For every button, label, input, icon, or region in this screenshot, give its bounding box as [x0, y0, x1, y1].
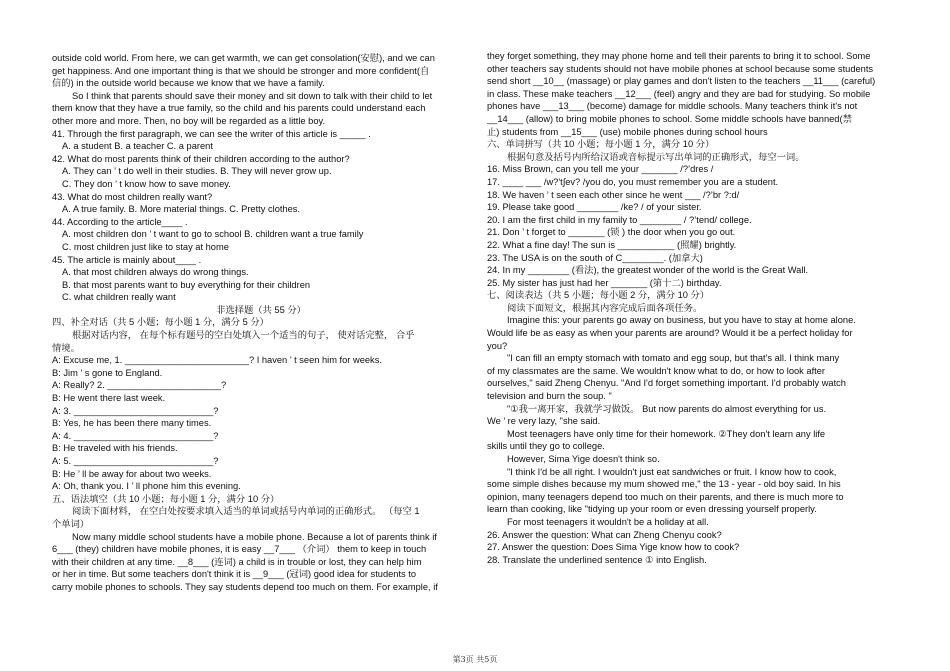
- text-line: __14___ (allow) to bring mobile phones to school. Some middle schools have banned(禁: [487, 113, 852, 124]
- text-line: 6___ (they) children have mobile phones, it is easy __7___ （介词） them to keep in touch: [52, 544, 427, 555]
- text-line: 五、语法填空（共 10 小题；每小题 1 分，满分 10 分）: [52, 493, 280, 504]
- text-line: "I think I'd be all right. I wouldn't just eat sandwiches or fruit. I know how to cook,: [507, 466, 837, 477]
- text-line: 17. ____ ___ /w?'t∫ev? /you do, you must remember you are a student.: [487, 176, 779, 187]
- text-line: Most teenagers have only time for their homework. ②They don't learn any life: [507, 428, 826, 439]
- text-line: skills until they go to college.: [487, 441, 605, 452]
- text-line: opinion, many teenagers depend too much on their parents, and there is much more to: [487, 491, 844, 502]
- text-line: 六、单词拼写（共 10 小题；每小题 1 分，满分 10 分）: [487, 139, 715, 150]
- text-line: 19. Please take good ________ /ke? / of your sister.: [487, 202, 702, 213]
- text-line: C. most children just like to stay at home: [62, 241, 229, 252]
- text-line: learn than cooking, like "tidying up your room or even dressing yourself properly.: [487, 504, 817, 515]
- text-line: some simple dishes because my mum showed me," the 13 - year - old boy said. In his: [487, 479, 841, 490]
- text-line: Now many middle school students have a mobile phone. Because a lot of parents think if: [72, 531, 437, 542]
- text-line: A: 5. ___________________________?: [52, 456, 219, 466]
- text-line: A: 4. ___________________________?: [52, 430, 219, 441]
- text-line: other teachers say students should not have mobile phones at school because some students: [487, 63, 874, 74]
- text-line: 45. The article is mainly about____ .: [52, 254, 202, 265]
- text-line: send short __10__ (massage) or play games and don't listen to the teachers __11___ (careful): [487, 76, 876, 87]
- text-line: A. A true family. B. More material things. C. Pretty clothes.: [62, 204, 301, 215]
- text-line: with their children at any time. __8___ (连词) a child is in trouble or lost, they can help him: [52, 556, 422, 567]
- text-line: B. that most parents want to buy everything for their children: [62, 279, 311, 290]
- text-line: Would life be as easy as when your parents are around? Would it be a perfect holiday for: [487, 328, 853, 339]
- text-line: A: Oh, thank you. I ’ ll phone him this evening.: [52, 481, 241, 492]
- text-line: 25. My sister has just had her _______ (第十二) birthday.: [487, 277, 722, 288]
- right-column: [487, 50, 915, 566]
- text-line: 信的) in the outside world because we know that we have a family.: [52, 78, 325, 89]
- text-line: We ’ re very lazy, "she said.: [487, 416, 601, 427]
- text-line: A: Really? 2. ______________________?: [52, 380, 227, 391]
- text-line: 四、补全对话（共 5 小题；每小题 1 分，满分 5 分）: [52, 317, 269, 328]
- text-line: you?: [487, 340, 508, 351]
- text-line: 七、阅读表达（共 5 小题；每小题 2 分，满分 10 分）: [487, 290, 710, 301]
- text-line: 43. What do most children really want?: [52, 191, 213, 202]
- text-line: 44. According to the article____ .: [52, 216, 188, 227]
- text-line: ourselves," said Zheng Chenyu. "And I'd forget something important. I'd probably watch: [487, 378, 846, 389]
- text-line: get happiness. And one important thing is that we should be stronger and more confident(自: [52, 65, 430, 76]
- text-line: 41. Through the first paragraph, we can see the writer of this article is _____ .: [52, 128, 371, 139]
- text-line: carry mobile phones to schools. They say students depend too much on them. For example, if: [52, 581, 438, 592]
- text-line: 阅读下面材料， 在空白处按要求填入适当的单词或括号内单词的正确形式。 （每空 1: [72, 506, 420, 517]
- text-line: they forget something, they may phone home and tell their parents to bring it to school. Some: [487, 51, 871, 61]
- text-line: B: Yes, he has been there many times.: [52, 418, 212, 429]
- text-line: "①我一离开家，我就学习做饭。 But now parents do almost everything for us.: [507, 403, 827, 414]
- text-line: 止) students from __15___ (use) mobile phones during school hours: [487, 126, 768, 137]
- text-line: of my classmates are the same. We wouldn't know what to do, or how to look after: [487, 365, 825, 376]
- text-line: 18. We haven ’ t seen each other since he went ___ /?’br ?:d/: [487, 189, 740, 200]
- text-line: "I can fill an empty stomach with tomato and egg soup, but that's all. I think many: [507, 353, 840, 364]
- text-line: in class. These make teachers __12___ (feel) angry and they are bad for studying. So mobile: [487, 88, 871, 99]
- text-line: B: He traveled with his friends.: [52, 443, 178, 454]
- text-line: So I think that parents should save their money and sit down to talk with their child to let: [72, 90, 433, 101]
- text-line: 阅读下面短文，根据其内容完成后面各项任务。: [507, 302, 703, 313]
- text-line: A: Excuse me, 1. ________________________? I haven ’ t seen him for weeks.: [52, 355, 382, 366]
- text-line: 根据对话内容， 在每个标有题号的空白处填入一个适当的句子， 使对话完整， 合乎: [72, 330, 415, 341]
- text-line: 28. Translate the underlined sentence ① into English.: [487, 554, 707, 565]
- text-line: Imagine this: your parents go away on business, but you have to stay at home alone.: [507, 315, 856, 326]
- text-line: C. They don ’ t know how to save money.: [62, 178, 231, 189]
- text-line: B: He ’ ll be away for about two weeks.: [52, 468, 212, 479]
- text-line: other more and more. Then, no boy will be regarded as a little boy.: [52, 115, 326, 126]
- text-line: B: He went there last week.: [52, 393, 166, 404]
- text-line: A. a student B. a teacher C. a parent: [62, 141, 213, 152]
- text-line: 非选择题（共 55 分）: [216, 304, 306, 315]
- text-line: B: Jim ’ s gone to England.: [52, 367, 163, 378]
- text-line: A: 3. ___________________________?: [52, 405, 219, 416]
- text-line: or her in time. But some teachers don't think it is __9___ (冠词) good idea for students to: [52, 569, 417, 580]
- text-line: television and burn the soup. ": [487, 391, 612, 402]
- text-line: 个单词）: [52, 518, 90, 529]
- text-line: 20. I am the first child in my family to ________ / ?’tend/ college.: [487, 214, 752, 225]
- page-footer: 第3页 共5页: [452, 655, 498, 664]
- text-line: A. They can ’ t do well in their studies. B. They will never grow up.: [62, 166, 332, 177]
- text-line: C. what children really want: [62, 292, 176, 303]
- text-line: 27. Answer the question: Does Sima Yige know how to cook?: [487, 542, 740, 553]
- text-line: them know that they have a true family, so the child and his parents could understand each: [52, 103, 426, 114]
- text-line: However, Sima Yige doesn't think so.: [507, 454, 660, 464]
- text-line: A. that most children always do wrong things.: [62, 267, 249, 278]
- text-line: 22. What a fine day! The sun is ___________ (照耀) brightly.: [487, 239, 737, 250]
- text-line: 24. In my ________ (看法), the greatest wonder of the world is the Great Wall.: [487, 265, 809, 276]
- text-line: phones have ___13___ (become) damage for middle schools. Many teachers think it's not: [487, 101, 858, 112]
- text-line: 21. Don ’ t forget to _______ (锁 ) the door when you go out.: [487, 227, 736, 238]
- text-line: For most teenagers it wouldn't be a holiday at all.: [507, 516, 709, 527]
- text-line: 23. The USA is on the south of C________. (加拿大): [487, 252, 703, 263]
- text-line: A. most children don ’ t want to go to school B. children want a true family: [62, 229, 364, 240]
- text-line: 根据句意及括号内所给汉语或音标提示写出单词的正确形式，每空一词。: [507, 151, 805, 162]
- text-line: 情境。: [52, 342, 80, 353]
- text-line: 42. What do most parents think of their children according to the author?: [52, 153, 350, 164]
- text-line: 16. Miss Brown, can you tell me your _______ /?’dres /: [487, 164, 714, 175]
- text-line: outside cold world. From here, we can get warmth, we can get consolation(安慰), and we can: [52, 53, 435, 63]
- left-column: [52, 52, 470, 594]
- text-line: 26. Answer the question: What can Zheng Chenyu cook?: [487, 529, 722, 540]
